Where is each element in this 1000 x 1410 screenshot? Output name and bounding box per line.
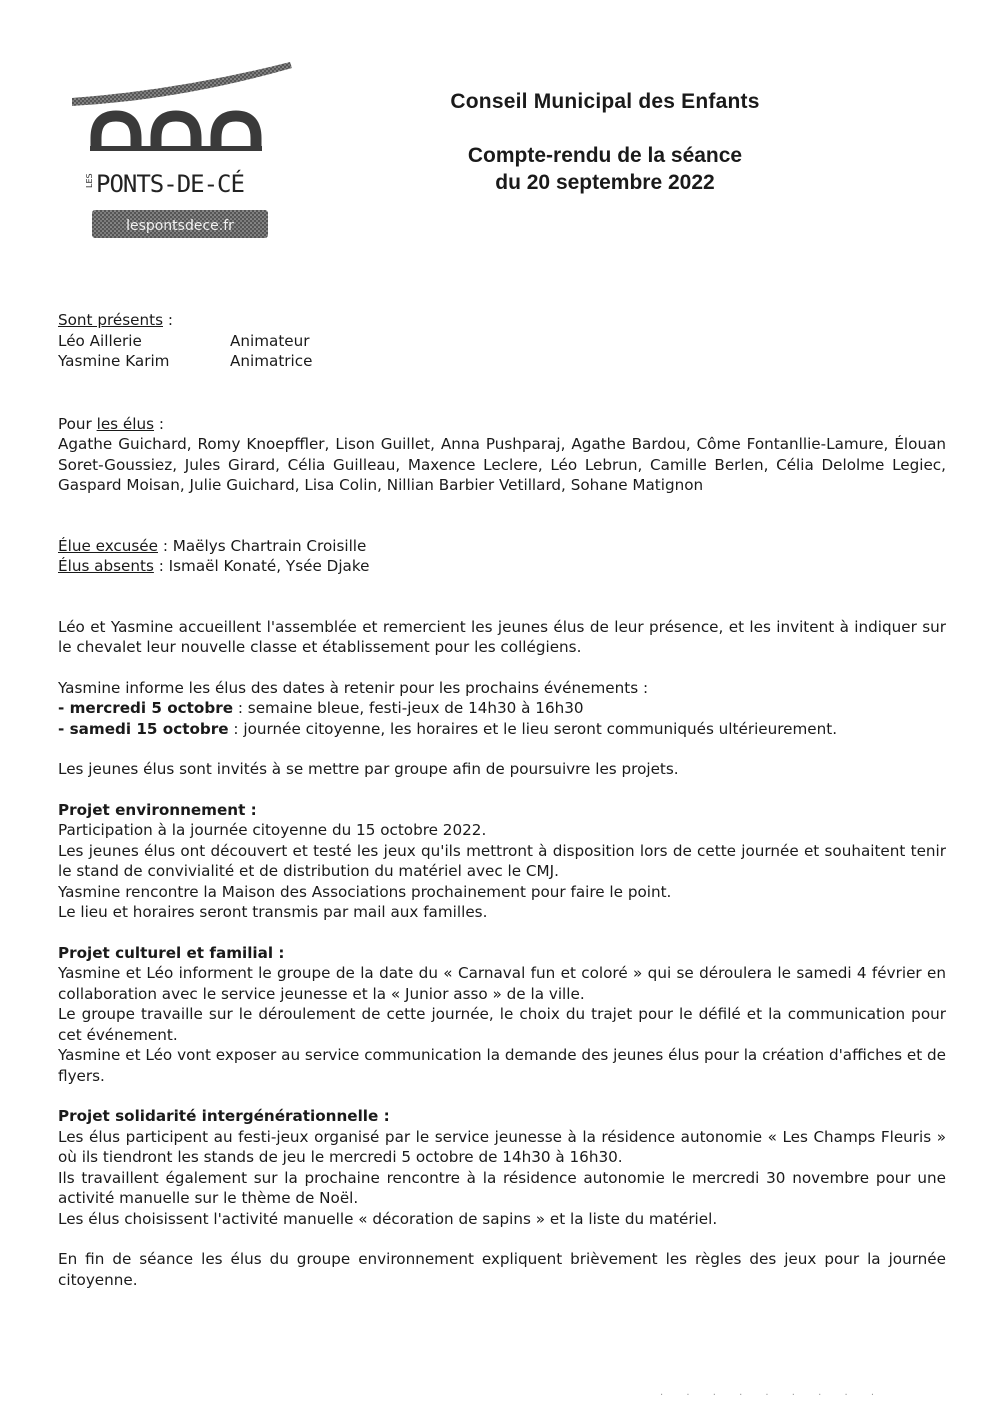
section-line: Ils travaillent également sur la prochaine rencontre à la résidence autonomie le mercredi 30 novembre pour une activité manuelle sur le thème de Noël. — [58, 1168, 946, 1207]
presents-role: Animateur — [230, 331, 310, 350]
scan-artifact: · · · · · · · · · — [660, 1390, 885, 1401]
elus-list: Agathe Guichard, Romy Knoepffler, Lison Guillet, Anna Pushparaj, Agathe Bardou, Côme Fontanllie-Lamure, Élouan Soret-Goussiez, Jules Girard, Célia Guilleau, Maxence Leclere, Léo Lebrun, Camille Berlen, Célia Delolme Legiec, Gaspard Moisan, Julie Guichard, Lisa Colin, Nillian Barbier Vetillard, Sohane Matignon — [58, 435, 946, 494]
document-body — [58, 310, 946, 1290]
section-line: Yasmine et Léo vont exposer au service communication la demande des jeunes élus pour la création d'affiches et de flyers. — [58, 1046, 946, 1085]
section-line: Yasmine rencontre la Maison des Associations prochainement pour faire le point. — [58, 882, 672, 901]
presents-name: Yasmine Karim — [58, 352, 170, 370]
subtitle-line-1: Compte-rendu de la séance — [467, 144, 743, 167]
section-line: Le groupe travaille sur le déroulement de cette journée, le choix du trajet pour le défilé et la communication pour cet événement. — [58, 1005, 946, 1044]
document-subtitle — [360, 142, 850, 196]
logo-url: lespontsdece.fr — [126, 218, 234, 234]
presents-heading — [58, 310, 946, 331]
dates-intro: Yasmine informe les élus des dates à retenir pour les prochains événements : — [58, 678, 649, 697]
absents-line — [58, 556, 946, 577]
presents-suffix: : — [163, 311, 173, 329]
excusee-line — [58, 536, 946, 557]
groups-paragraph: Les jeunes élus sont invités à se mettre par groupe afin de poursuivre les projets. — [58, 760, 679, 778]
excusee-text: : Maëlys Chartrain Croisille — [158, 536, 367, 555]
document-header — [360, 90, 850, 196]
dates-item-text: : semaine bleue, festi-jeux de 14h30 à 16h30 — [233, 699, 584, 717]
subtitle-line-2: du 20 septembre 2022 — [495, 171, 715, 194]
dates-item-date: - samedi 15 octobre — [58, 719, 229, 738]
dates-item-text: : journée citoyenne, les horaires et le lieu seront communiqués ultérieurement. — [228, 719, 838, 738]
absents-text: : Ismaël Konaté, Ysée Djake — [153, 557, 370, 575]
document-title: Conseil Municipal des Enfants — [450, 90, 760, 113]
presents-row — [58, 331, 946, 352]
section-line: Les jeunes élus ont découvert et testé les jeux qu'ils mettront à disposition lors de cette journée et souhaitent tenir le stand de convivialité et de distribution du matériel avec le CMJ. — [58, 841, 946, 880]
dates-item-date: - mercredi 5 octobre — [58, 699, 234, 717]
elus-heading — [58, 414, 946, 435]
excusee-label: Élue excusée — [58, 536, 158, 555]
section-line: Les élus participent au festi-jeux organisé par le service jeunesse à la résidence autonomie « Les Champs Fleuris » où ils tiendront les stands de jeu le mercredi 5 octobre de 14h30 à 16h30. — [58, 1127, 946, 1166]
elus-prefix: Pour — [58, 414, 97, 433]
section-line: Le lieu et horaires seront transmis par mail aux familles. — [58, 903, 488, 921]
city-logo — [70, 58, 295, 243]
section-title: Projet environnement : — [58, 800, 257, 819]
section-solidarite — [58, 1106, 946, 1229]
section-line: Participation à la journée citoyenne du 15 octobre 2022. — [58, 821, 487, 839]
logo-name-top: LES — [85, 173, 94, 188]
logo-name: PONTS-DE-CÉ — [96, 170, 244, 198]
elus-suffix: : — [154, 414, 164, 433]
section-line: Les élus choisissent l'activité manuelle « décoration de sapins » et la liste du matériel. — [58, 1209, 718, 1228]
section-title: Projet culturel et familial : — [58, 943, 285, 962]
city-logo-graphic — [70, 58, 295, 243]
presents-row — [58, 351, 946, 372]
intro-paragraph: Léo et Yasmine accueillent l'assemblée et remercient les jeunes élus de leur présence, et les invitent à indiquer sur le chevalet leur nouvelle classe et établissement pour les collégiens. — [58, 617, 946, 656]
section-environnement — [58, 800, 946, 923]
presents-label: Sont présents — [58, 311, 163, 329]
dates-item — [58, 719, 946, 740]
elus-label: les élus — [96, 414, 155, 433]
closing-paragraph: En fin de séance les élus du groupe environnement expliquent brièvement les règles des jeux pour la journée citoyenne. — [58, 1250, 946, 1289]
section-title: Projet solidarité intergénérationnelle : — [58, 1107, 390, 1125]
dates-item — [58, 698, 946, 719]
section-line: Yasmine et Léo informent le groupe de la date du « Carnaval fun et coloré » qui se déroulera le samedi 4 février en collaboration avec le service jeunesse et la « Junior asso » de la ville. — [58, 964, 946, 1003]
section-culturel — [58, 943, 946, 1087]
presents-role: Animatrice — [230, 352, 313, 370]
absents-label: Élus absents — [58, 557, 154, 575]
presents-name: Léo Aillerie — [58, 331, 142, 350]
